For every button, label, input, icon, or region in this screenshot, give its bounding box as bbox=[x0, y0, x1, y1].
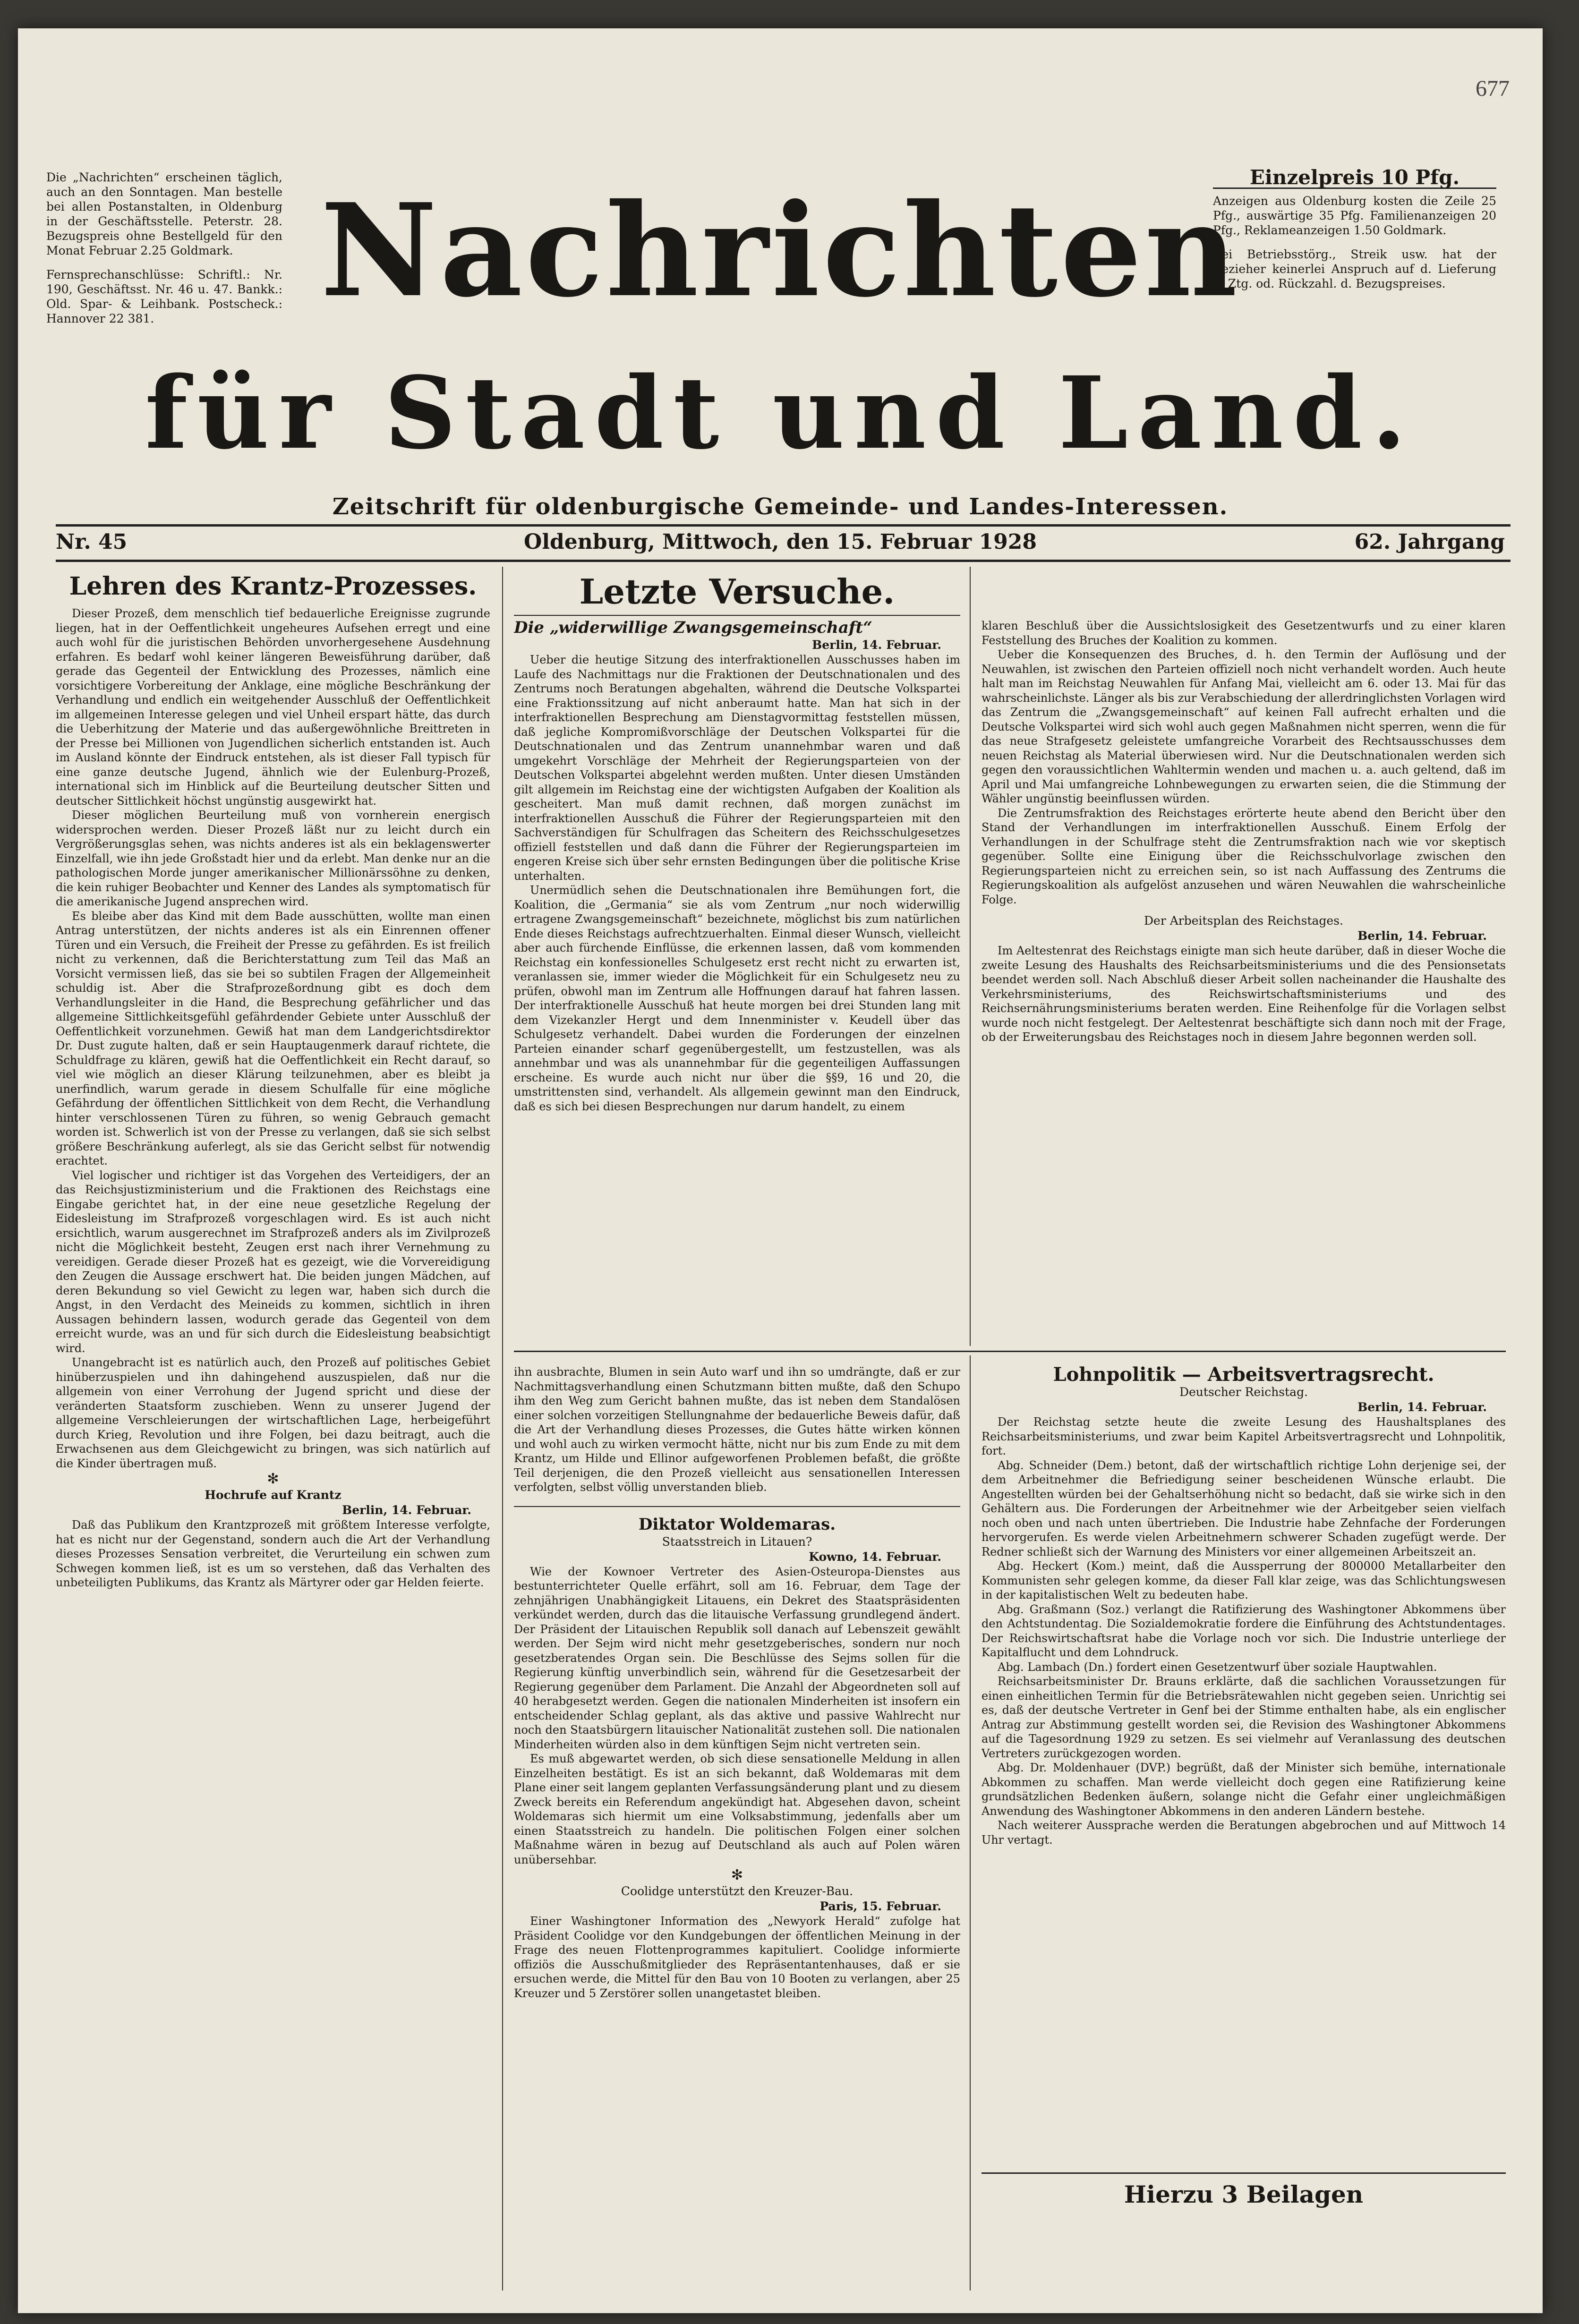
subhead-reichstag: Deutscher Reichstag. bbox=[1179, 1385, 1308, 1399]
column-rule-3 bbox=[970, 1355, 971, 2290]
dateline: Berlin, 14. Februar. bbox=[1357, 1400, 1487, 1414]
headline-letzte-versuche: Letzte Versuche. bbox=[579, 571, 895, 612]
article-krantz bbox=[56, 571, 490, 2290]
dateline: Berlin, 14. Februar. bbox=[342, 1503, 471, 1517]
article-lohnpolitik bbox=[982, 1365, 1506, 2290]
column-rule-2 bbox=[970, 567, 971, 1346]
subscription-text: Die „Nachrichten“ erscheinen täglich, auch an den Sonntagen. Man bestelle bei allen Postanstalten, in Oldenburg in der Geschäftsstelle. Peterstr. 28. Bezugspreis ohne Bestellgeld für den Monat Februar 2.25 Goldmark. bbox=[46, 170, 282, 257]
paragraph: ihn ausbrachte, Blumen in sein Auto warf und ihn so umdrängte, daß er zur Nachmittagsverhandlung einen Schutzmann bitten mußte, daß den Schupo ihm den Weg zum Gericht bahnen mußte, das ist neben dem Standalösen einer solchen vorzeitigen Stellungnahme der bedauerliche Beweis dafür, daß die Art der Verhandlung dieses Prozesses, die Gutes hätte wirken können und wohl auch zu wirken vermocht hätte, nicht nur bis zum Ende zu mit dem Krantz, um Hilde und Ellinor aufgeworfenen Problemen befaßt, die größte Teil derjenigen, die den Prozeß vielleicht aus sensationellen Interessen verfolgten, selbst völlig unverstanden blieb. bbox=[514, 1365, 960, 1494]
header-rule-top bbox=[56, 524, 1511, 527]
column-rule-1 bbox=[502, 567, 503, 2290]
paragraph: Abg. Graßmann (Soz.) verlangt die Ratifizierung des Washingtoner Abkommens über den Achtstundentag. Die Sozialdemokratie fordere die Einführung des Achtstundentages. Der Reichswirtschaftsrat habe die Vorlage noch vor sich. Die Industrie unterliege der Kapitalflucht und dem Lohndruck. bbox=[982, 1602, 1506, 1659]
article-letzte-versuche-cont bbox=[982, 619, 1506, 1346]
section-rule bbox=[514, 1351, 1506, 1352]
supplements-note: Hierzu 3 Beilagen bbox=[1124, 2180, 1364, 2208]
paragraph: Einer Washingtoner Information des „Newyork Herald“ zufolge hat Präsident Coolidge vor den Kundgebungen der öffentlichen Meinung in der Frage des neuen Flottenprogrammes kapituliert. Coolidge informierte offiziös die Ausschußmitglieder des Repräsentantenhauses, daß er sie ersuchen werde, die Mittel für den Bau von 10 Booten zu verlangen, aber 25 Kreuzer und 5 Zerstörer sollen unangetastet bleiben. bbox=[514, 1915, 960, 2000]
paragraph: Abg. Heckert (Kom.) meint, daß die Aussperrung der 800000 Metallarbeiter den Kommunisten sehr gelegen komme, da dieser Fall klar zeige, was das Schlichtungswesen in der kapitalistischen Welt zu bedeuten habe. bbox=[982, 1559, 1506, 1601]
paragraph: Unangebracht ist es natürlich auch, den Prozeß auf politisches Gebiet hinüberzuspielen und ihn dahingehend auszuspielen, daß nur die allgemein von einer Verrohung der Jugend spricht und diese der veränderten Staatsform zuschieben. Wenn zu unserer Jugend der allgemeine Verschleierungen der wirtschaftlichen Lage, herbeigeführt durch Krieg, Revolution und ihre Folgen, bei dazu beitragt, auch die Erwachsenen aus dem Gleichgewicht zu bringen, was sich natürlich auf die Kinder übertragen muß. bbox=[56, 1356, 490, 1470]
footer-rule bbox=[982, 2172, 1506, 2174]
subhead-zwangsgemeinschaft: Die „widerwillige Zwangsgemeinschaft“ bbox=[514, 618, 872, 637]
paragraph: Viel logischer und richtiger ist das Vorgehen des Verteidigers, der an das Reichsjustizministerium und die Fraktionen des Reichstags eine Eingabe gerichtet hat, in der eine neue gesetzliche Regelung der Eidesleistung im Strafprozeß vorgeschlagen wird. Es ist auch nicht ersichtlich, warum ausgerechnet im Strafprozeß anders als im Zivilprozeß nicht die Möglichkeit besteht, Zeugen erst nach ihrer Vernehmung zu vereidigen. Gerade dieser Prozeß hat es gezeigt, wie die Vorvereidigung den Zeugen die Aussage erschwert hat. Die beiden jungen Mädchen, auf deren Bekundung so viel Gewicht zu legen war, haben sich durch die Angst, in den Verdacht des Meineids zu kommen, sichtlich in ihren Aussagen behindern lassen, wodurch gerade das Gegenteil von dem erreicht wurde, was an und für sich durch die Eidesleistung beabsichtigt wird. bbox=[56, 1168, 490, 1355]
paragraph: Abg. Dr. Moldenhauer (DVP.) begrüßt, daß der Minister sich bemühe, internationale Abkommen zu schaffen. Man werde vielleicht doch gegen eine Ratifizierung keine grundsätzlichen Bedenken äußern, solange nicht die Gefahr einer ungleichmäßigen Anwendung des Washingtoner Abkommens in den anderen Ländern bestehe. bbox=[982, 1761, 1506, 1818]
paragraph: Die Zentrumsfraktion des Reichstages erörterte heute abend den Bericht über den Stand der Verhandlungen im interfraktionellen Ausschuß. Einem Erfolg der Verhandlungen in der Schulfrage steht die Zentrumsfraktion nach wie vor skeptisch gegenüber. Sollte eine Einigung über die Reichsschulvorlage zwischen den Regierungsparteien nicht zu erreichen sein, so ist nach Auffassung des Zentrums die Regierungskoalition als aufgelöst anzusehen und wären Neuwahlen die wahrscheinliche Folge. bbox=[982, 806, 1506, 906]
single-price: Einzelpreis 10 Pfg. bbox=[1213, 170, 1496, 189]
paragraph: Wie der Kownoer Vertreter des Asien-Osteuropa-Dienstes aus bestunterrichteter Quelle erfährt, soll am 16. Februar, dem Tage der zehnjährigen Unabhängigkeit Litauens, ein Dekret des Staatspräsidenten verkündet werden, durch das die litauische Verfassung grundlegend ändert. Der Präsident der Litauischen Republik soll danach auf Lebenszeit gewählt werden. Der Sejm wird nicht mehr gesetzgeberisches, sondern nur noch gesetzberatendes Organ sein. Die Beschlüsse des Sejms sollen für die Regierung künftig unverbindlich sein, während für die Gesetzesarbeit der Regierung gegenüber dem Parlament. Die Anzahl der Abgeordneten soll auf 40 herabgesetzt werden. Gegen die nationalen Minderheiten ist insofern ein entscheidender Schlag geplant, als das aktive und passive Wahlrecht nur noch den Staatsbürgern litauischer Nationalität zustehen soll. Die nationalen Minderheiten würden also in dem künftigen Sejm nicht vertreten sein. bbox=[514, 1565, 960, 1751]
subhead-litauen: Staatsstreich in Litauen? bbox=[662, 1534, 812, 1549]
separator-star: ✻ bbox=[267, 1471, 279, 1487]
contact-text: Fernsprechanschlüsse: Schriftl.: Nr. 190, Geschäftsst. Nr. 46 u. 47. Bankk.: Old. Spar- & Leihbank. Postscheck.: Hannover 22 381. bbox=[46, 268, 282, 325]
masthead-tagline: Zeitschrift für oldenburgische Gemeinde- und Landes-Interessen. bbox=[332, 494, 1229, 520]
issue-year: 62. Jahrgang bbox=[1354, 530, 1505, 554]
paragraph: Daß das Publikum den Krantzprozeß mit größtem Interesse verfolgte, hat es nicht nur der Gegenstand, sondern auch die Art der Verhandlung dieses Prozesses Sensation verbreitet, die Verurteilung ein schwen zum Schwegen kommen ließ, ist es um so verstehen, daß das Verhalten des unbeteiligten Publikums, das Krantz als Märtyrer oder gar Helden feierte. bbox=[56, 1518, 490, 1589]
paragraph: Abg. Lambach (Dn.) fordert einen Gesetzentwurf über soziale Hauptwahlen. bbox=[998, 1660, 1437, 1674]
subhead-hochrufe: Hochrufe auf Krantz bbox=[205, 1488, 341, 1502]
paragraph: Dieser möglichen Beurteilung muß von vornherein energisch widersprochen werden. Dieser Prozeß läßt nur zu leicht durch ein Vergrößerungsglas sehen, was nichts anderes ist als ein beklagenswerter Einzelfall, wie ihn jede Großstadt hier und da erlebt. Man denke nur an die pathologischen Morde junger amerikanischer Millionärssöhne zu denken, die kein ruhiger Beobachter und Kenner des Landes als symptomatisch für die amerikanische Jugend ansprechen wird. bbox=[56, 809, 490, 908]
header-rule-bottom bbox=[56, 560, 1511, 562]
dateline: Berlin, 14. Februar. bbox=[1357, 929, 1487, 943]
dateline: Paris, 15. Februar. bbox=[819, 1899, 941, 1913]
paragraph: Ueber die heutige Sitzung des interfraktionellen Ausschusses haben im Laufe des Nachmittags nur die Fraktionen der Deutschnationalen und des Zentrums noch Beratungen abgehalten, während die Deutsche Volkspartei eine Fraktionssitzung auf nicht anberaumt hatte. Man hat sich in der interfraktionellen Besprechung am Dienstagvormittag feststellen müssen, daß jegliche Kompromißvorschläge der Deutschen Volkspartei für die Deutschnationalen und das Zentrum unannehmbar waren und daß umgekehrt Vorschläge der Mehrheit der Regierungsparteien von der Deutschen Volkspartei abgelehnt werden mußten. Unter diesen Umständen gilt allgemein im Reichstag eine der wichtigsten Aufgaben der Koalition als gescheitert. Man muß damit rechnen, daß morgen zunächst im interfraktionellen Ausschuß die Führer der Regierungsparteien mit den Sachverständigen für Schulfragen das Scheitern des Reichsschulgesetzes offiziell feststellen und daß dann die Führer der Regierungsparteien im engeren Kreise sich über sehr ernsten Bedingungen über die politische Krise unterhalten. bbox=[514, 653, 960, 883]
paragraph: klaren Beschluß über die Aussichtslosigkeit des Gesetzentwurfs und zu einer klaren Feststellung des Bruches der Koalition zu kommen. bbox=[982, 619, 1506, 647]
article-letzte-versuche bbox=[514, 571, 960, 1346]
page-number: 677 bbox=[1476, 76, 1510, 101]
headline-krantz: Lehren des Krantz-Prozesses. bbox=[69, 572, 477, 601]
paragraph: Dieser Prozeß, dem menschlich tief bedauerliche Ereignisse zugrunde liegen, hat in der Oeffentlichkeit ungeheures Aufsehen erregt und eine auch wohl für die juristischen Behörden unvorhergesehene Ausdehnung erfahren. Es bedarf wohl keiner längeren Beweisführung darüber, daß gerade das Gegenteil der Entwicklung des Prozesses, nämlich eine vorsichtigere Vorbereitung der Anklage, eine mögliche Beschränkung der Verhandlung und endlich ein weitgehender Ausschluß der Oeffentlichkeit im allgemeinen Interesse gelegen und viel Unheil erspart hätte, das durch die Ueberhitzung der Materie und das außergewöhnliche Breittreten in der Presse bei Millionen von Jugendlichen sicherlich entstanden ist. Auch im Ausland könnte der Eindruck entstehen, als ist dieser Fall typisch für eine ganze deutsche Jugend, ähnlich wie der Eulenburg-Prozeß, international sich im Hinblick auf die Beurteilung deutscher Sitten und deutscher Sittlichkeit höchst ungünstig ausgewirkt hat. bbox=[56, 607, 490, 808]
paragraph: Nach weiterer Aussprache werden die Beratungen abgebrochen und auf Mittwoch 14 Uhr vertagt. bbox=[982, 1819, 1506, 1847]
paragraph: Ueber die Konsequenzen des Bruches, d. h. den Termin der Auflösung und der Neuwahlen, ist zwischen den Parteien offiziell noch nicht verhandelt worden. Auch heute halt man im Reichstag Neuwahlen für Anfang Mai, vielleicht am 6. oder 13. Mai für das wahrscheinlichste. Länger als bis zur Verabschiedung der allerdringlichsten Vorlagen wird das Zentrum die „Zwangsgemeinschaft“ auf keinen Fall aufrecht erhalten und die Deutsche Volkspartei wird sich wohl auch gegen Maßnahmen nicht sperren, wenn die für das neue Strafgesetz geleistete umfangreiche Vorarbeit des Rechtsausschusses dem neuen Reichstag als Material überwiesen wird. Nur die Deutschnationalen werden sich gegen den voraussichtlichen Wahltermin wenden und machen u. a. auch geltend, daß im April und Mai umfangreiche Lohnbewegungen zu erwarten seien, die die Stimmung der Wähler ungünstig beeinflussen würden. bbox=[982, 648, 1506, 805]
paragraph: Im Aeltestenrat des Reichstags einigte man sich heute darüber, daß in dieser Woche die zweite Lesung des Haushalts des Reichsarbeitsministeriums und die des Pensionsetats beendet werden soll. Nach Abschluß dieser Arbeit sollen nacheinander die Haushalte des Verkehrsministeriums, des Reichswirtschaftsministeriums und des Reichsernährungsministeriums beraten werden. Eine Reihenfolge für die Vorlagen selbst wurde noch nicht festgelegt. Der Aeltestenrat beschäftigte sich dann noch mit der Frage, ob der Erweiterungsbau des Reichstages noch in diesem Jahre begonnen werden soll. bbox=[982, 944, 1506, 1044]
newspaper-page bbox=[18, 28, 1543, 2313]
paragraph: Abg. Schneider (Dem.) betont, daß der wirtschaftlich richtige Lohn derjenige sei, der dem Arbeitnehmer die Befriedigung seiner bescheidenen Wünsche erlaubt. Die Angestellten würden bei der Gehaltserhöhung nicht so bedacht, daß sie wirke sich in den Gehältern aus. Die Forderungen der Arbeitnehmer wie der Arbeitgeber seien vielfach noch oben und nach unten übertrieben. Die Industrie habe Zehnfache der Forderungen hervorgerufen. Es werde vielen Arbeitnehmern schwerer Schaden zugefügt werde. Der Redner schließt sich der Warnung des Ministers vor einer allgemeinen Arbeitszeit an. bbox=[982, 1458, 1506, 1558]
issue-dateline: Oldenburg, Mittwoch, den 15. Februar 1928 bbox=[523, 530, 1037, 554]
masthead-subtitle-line: für Stadt und Land. bbox=[145, 355, 1416, 471]
paragraph: Es muß abgewartet werden, ob sich diese sensationelle Meldung in allen Einzelheiten bestätigt. Es ist an sich bekannt, daß Woldemaras mit dem Plane einer seit langem geplanten Verfassungsänderung plant und zu diesem Zweck bereits ein Referendum angekündigt hat. Abgesehen davon, scheint Woldemaras sich hiermit um eine Volksabstimmung, jedenfalls aber um einen Staatsstreich zu handeln. Die politischen Folgen einer solchen Maßnahme wären in bezug auf Deutschland als auch auf Polen wären unübersehbar. bbox=[514, 1752, 960, 1866]
ad-rates: Anzeigen aus Oldenburg kosten die Zeile 25 Pfg., auswärtige 35 Pfg. Familienanzeigen 20 Pfg., Reklameanzeigen 1.50 Goldmark. bbox=[1213, 194, 1496, 237]
masthead-title: Nachrichten bbox=[320, 175, 1240, 325]
subhead-coolidge: Coolidge unterstützt den Kreuzer-Bau. bbox=[621, 1884, 854, 1898]
paragraph: Unermüdlich sehen die Deutschnationalen ihre Bemühungen fort, die Koalition, die „Germania“ sie als vom Zentrum „nur noch widerwillig ertragene Zwangsgemeinschaft“ bezeichnete, möglichst bis zum natürlichen Ende dieses Reichstags aufrechtzuerhalten. Einmal dieser Wunsch, vielleicht aber auch fürchende Einflüsse, die erkennen lassen, daß vom kommenden Reichstag ein konfessionelles Schulgesetz erst recht nicht zu erwarten ist, veranlassen sie, immer wieder die Möglichkeit für ein Schulgesetz neu zu prüfen, obwohl man im Zentrum alle Hoffnungen darauf hat fahren lassen. Der interfraktionelle Ausschuß hat heute morgen bei drei Stunden lang mit dem Vizekanzler Hergt und dem Innenminister v. Keudell über das Schulgesetz verhandelt. Dabei wurden die Forderungen der einzelnen Parteien einander scharf gegenübergestellt, um festzustellen, was als annehmbar und was als unannehmbar für die gegenteiligen Auffassungen erscheine. Es wurde auch nicht nur über die §§9, 16 und 20, die umstrittensten sind, verhandelt. Als allgemein gewinnt man den Eindruck, daß es sich bei diesen Besprechungen nur darum handelt, zu einem bbox=[514, 884, 960, 1113]
paragraph: Reichsarbeitsminister Dr. Brauns erklärte, daß die sachlichen Voraussetzungen für einen einheitlichen Termin für die Betriebsrätewahlen nicht gegeben seien. Unrichtig sei es, daß der deutsche Vertreter in Genf bei der Stimme enthalten habe, als ein englischer Antrag zur Abstimmung gestellt worden sei, die Revision des Washingtoner Abkommens auf die Tagesordnung 1929 zu setzen. Es sei vielmehr auf Veranlassung des deutschen Vertreters zurückgezogen worden. bbox=[982, 1675, 1506, 1760]
article-col2-lower bbox=[514, 1365, 960, 2290]
subhead-arbeitsplan: Der Arbeitsplan des Reichstages. bbox=[1144, 914, 1343, 928]
headline-lohnpolitik: Lohnpolitik — Arbeitsvertragsrecht. bbox=[1053, 1365, 1434, 1386]
paragraph: Es bleibe aber das Kind mit dem Bade ausschütten, wollte man einen Antrag unterstützen, der nichts anderes ist als ein Einrennen offener Türen und ein Versuch, die Freiheit der Presse zu gefährden. Es ist freilich nicht zu verkennen, daß die Berichterstattung zum Teil das Maß an Vorsicht vermissen ließ, das sie bei so subtilen Fragen der Allgemeinheit schuldig ist. Aber die Strafprozeßordnung gibt es doch dem Verhandlungsleiter in die Hand, die Besprechung gefährlicher und das allgemeine Sittlichkeitsgefühl gefährdender Gebiete unter Ausschluß der Oeffentlichkeit vorzunehmen. Gewiß hat man dem Landgerichtsdirektor Dr. Dust zugute halten, daß er sein Hauptaugenmerk darauf richtete, die Schuldfrage zu klären, gewiß hat die Oeffentlichkeit ein Recht darauf, so viel wie möglich an dieser Klärung teilzunehmen, aber es bleibt ja unerfindlich, warum gerade in diesem Schulfalle für eine mögliche Gefährdung der öffentlichen Sittlichkeit von dem Recht, die Verhandlung hinter verschlossenen Türen zu führen, so wenig Gebrauch gemacht worden ist. Schwerlich ist von der Presse zu verlangen, daß sie sich selbst größere Beschränkung auferlegt, als sie das Gericht selbst für notwendig erachtet. bbox=[56, 909, 490, 1167]
issue-number: Nr. 45 bbox=[56, 530, 128, 554]
headline-woldemaras: Diktator Woldemaras. bbox=[638, 1515, 836, 1534]
delivery-note: Bei Betriebsstörg., Streik usw. hat der Bezieher keinerlei Anspruch auf d. Lieferung d. Ztg. od. Rückzahl. d. Bezugspreises. bbox=[1213, 247, 1496, 290]
paragraph: Der Reichstag setzte heute die zweite Lesung des Haushaltsplanes des Reichsarbeitsministeriums, und zwar beim Kapitel Arbeitsvertragsrecht und Lohnpolitik, fort. bbox=[982, 1415, 1506, 1457]
dateline: Berlin, 14. Februar. bbox=[812, 638, 941, 652]
separator-star: ✻ bbox=[731, 1867, 743, 1883]
dateline: Kowno, 14. Februar. bbox=[809, 1549, 941, 1564]
